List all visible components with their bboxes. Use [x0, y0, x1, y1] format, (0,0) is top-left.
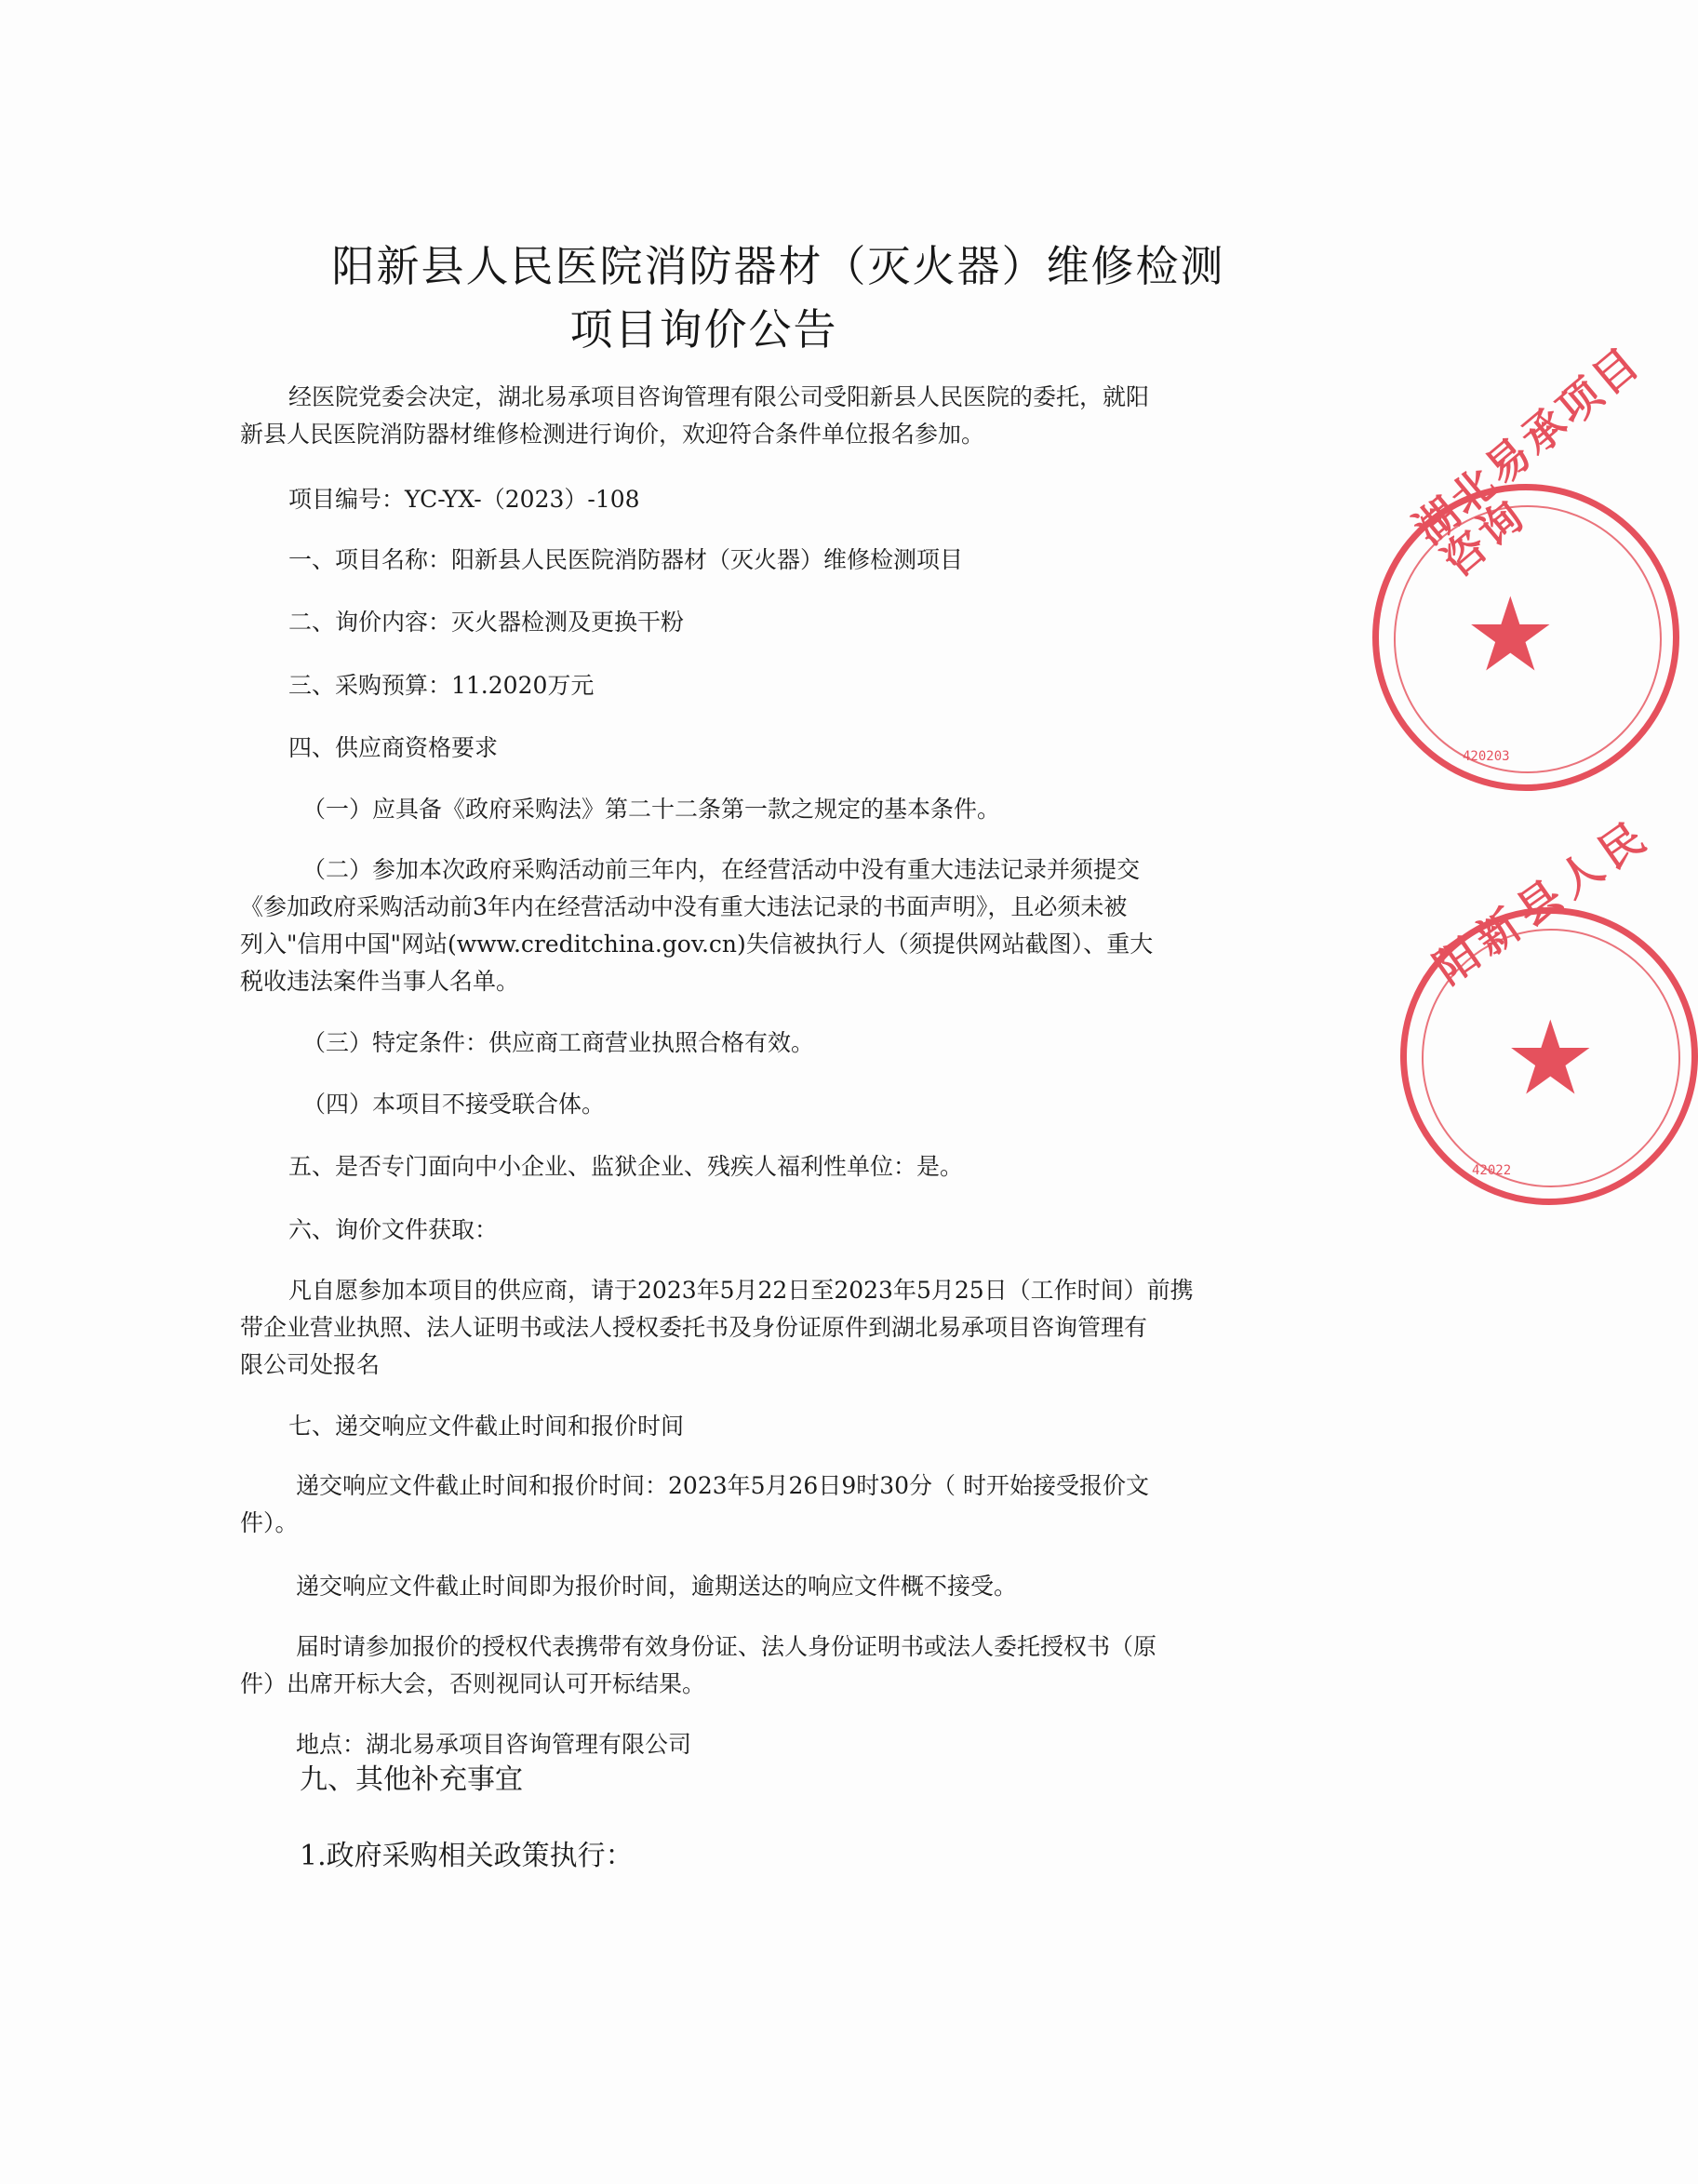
- hospital-seal-text: 阳新县人民: [1424, 808, 1660, 994]
- section-6-line-3: 限公司处报名: [240, 1351, 381, 1378]
- project-number: 项目编号：YC-YX-（2023）-108: [288, 486, 640, 513]
- hospital-seal-stamp: [1400, 808, 1698, 1205]
- intro-line-2: 新县人民医院消防器材维修检测进行询价，欢迎符合条件单位报名参加。: [240, 421, 985, 448]
- intro-line-1: 经医院党委会决定，湖北易承项目咨询管理有限公司受阳新县人民医院的委托，就阳: [288, 383, 1150, 410]
- section-6-line-1: 凡自愿参加本项目的供应商，请于2023年5月22日至2023年5月25日（工作时间）前携: [288, 1277, 1194, 1304]
- title-line-2: 项目询价公告: [569, 304, 838, 355]
- section-7-location: 地点：湖北易承项目咨询管理有限公司: [296, 1731, 692, 1758]
- section-1-name: 一、项目名称：阳新县人民医院消防器材（灭火器）维修检测项目: [288, 546, 964, 573]
- qualification-2-line-3: 列入"信用中国"网站(www.creditchina.gov.cn)失信被执行人（须提供网站截图）、重大: [240, 931, 1154, 958]
- qualification-1: （一）应具备《政府采购法》第二十二条第一款之规定的基本条件。: [302, 796, 1001, 823]
- title-line-1: 阳新县人民医院消防器材（灭火器）维修检测: [331, 241, 1225, 291]
- section-7-line-4: 届时请参加报价的授权代表携带有效身份证、法人身份证明书或法人委托授权书（原: [296, 1633, 1157, 1660]
- agency-seal-text: 湖北易承项目咨询: [1404, 336, 1651, 587]
- agency-seal-number: 420203: [1463, 749, 1510, 764]
- section-6-line-2: 带企业营业执照、法人证明书或法人授权委托书及身份证原件到湖北易承项目咨询管理有: [240, 1314, 1148, 1341]
- section-9-item-1: 1.政府采购相关政策执行：: [300, 1840, 634, 1872]
- section-3-budget: 三、采购预算：11.2020万元: [288, 672, 595, 699]
- agency-seal-star-icon: ★: [1464, 575, 1557, 694]
- section-7-line-5: 件）出席开标大会，否则视同认可开标结果。: [240, 1670, 706, 1697]
- qualification-2-line-4: 税收违法案件当事人名单。: [240, 968, 520, 995]
- qualification-3: （三）特定条件：供应商工商营业执照合格有效。: [302, 1029, 815, 1056]
- qualification-2-line-2: 《参加政府采购活动前3年内在经营活动中没有重大违法记录的书面声明》，且必须未被: [240, 893, 1128, 920]
- hospital-seal-number: 42022: [1472, 1163, 1512, 1178]
- section-7-line-2: 件）。: [240, 1509, 299, 1536]
- section-9-heading: 九、其他补充事宜: [300, 1763, 523, 1796]
- section-4-heading: 四、供应商资格要求: [288, 734, 499, 761]
- agency-seal-stamp: [1372, 336, 1679, 791]
- section-7-heading: 七、递交响应文件截止时间和报价时间: [288, 1413, 685, 1440]
- hospital-seal-star-icon: ★: [1504, 998, 1597, 1118]
- qualification-2-line-1: （二）参加本次政府采购活动前三年内，在经营活动中没有重大违法记录并须提交: [302, 856, 1141, 883]
- qualification-4: （四）本项目不接受联合体。: [302, 1091, 606, 1118]
- section-7-line-1: 递交响应文件截止时间和报价时间：2023年5月26日9时30分（ 时开始接受报价文: [296, 1472, 1150, 1499]
- section-6-heading: 六、询价文件获取：: [288, 1216, 499, 1243]
- section-2-content: 二、询价内容：灭火器检测及更换干粉: [288, 609, 685, 636]
- section-7-line-3: 递交响应文件截止时间即为报价时间，逾期送达的响应文件概不接受。: [296, 1573, 1018, 1600]
- section-5: 五、是否专门面向中小企业、监狱企业、残疾人福利性单位：是。: [288, 1153, 964, 1180]
